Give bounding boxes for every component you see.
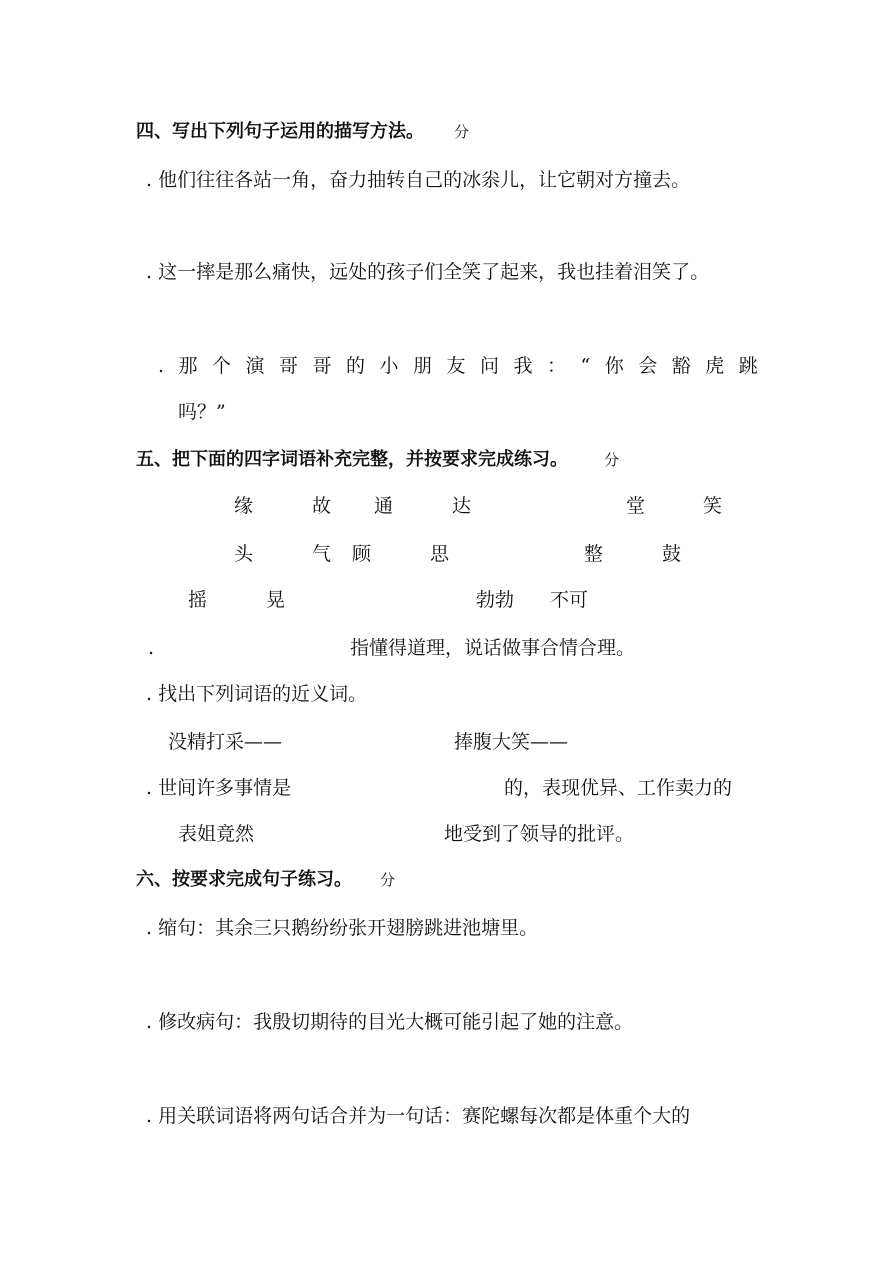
section6-item-3: . 用关联词语将两句话合并为一句话：赛陀螺每次都是体重个大的 bbox=[146, 1105, 691, 1127]
section5-q2: . 找出下列词语的近义词。 bbox=[146, 683, 368, 705]
item3-char: 哥 bbox=[279, 355, 299, 377]
item3-char: 的 bbox=[346, 355, 366, 377]
section6-score: 分 bbox=[380, 871, 396, 889]
section5-q3-b: 的，表现优异、工作卖力的 bbox=[504, 777, 733, 799]
section4-score: 分 bbox=[454, 123, 470, 141]
word-char: 摇 bbox=[188, 589, 208, 611]
item3-char: 豁 bbox=[671, 355, 691, 377]
word-char: 鼓 bbox=[662, 543, 682, 565]
word-char: 故 bbox=[312, 495, 332, 517]
word-char: 顾 bbox=[352, 543, 372, 565]
word-char: 思 bbox=[430, 543, 450, 565]
section4-item-2: . 这一摔是那么痛快，远处的孩子们全笑了起来，我也挂着泪笑了。 bbox=[146, 261, 710, 283]
section5-q2-b: 捧腹大笑—— bbox=[454, 731, 569, 753]
section4-item-3 bbox=[158, 354, 758, 378]
section5-score: 分 bbox=[604, 451, 620, 469]
word-char: 气 bbox=[312, 543, 332, 565]
word-char: 不可 bbox=[550, 589, 589, 611]
section5-q3-c: 表姐竟然 bbox=[178, 823, 255, 845]
item3-char: 哥 bbox=[312, 355, 332, 377]
item3-char: ： bbox=[547, 355, 567, 377]
section5-heading-text: 五、把下面的四字词语补充完整，并按要求完成练习。 bbox=[136, 449, 568, 470]
item3-char: 小 bbox=[379, 355, 399, 377]
section6-heading bbox=[136, 868, 395, 892]
section6-heading-text: 六、按要求完成句子练习。 bbox=[136, 869, 352, 890]
item3-char: 我 bbox=[513, 355, 533, 377]
section4-heading-text: 四、写出下列句子运用的描写方法。 bbox=[136, 121, 424, 142]
word-char: 勃勃 bbox=[476, 589, 515, 611]
section6-item-1: . 缩句：其余三只鹅纷纷张开翅膀跳进池塘里。 bbox=[146, 917, 539, 939]
section5-q3-d: 地受到了领导的批评。 bbox=[444, 823, 635, 845]
item3-char: 那 bbox=[178, 355, 198, 377]
item3-char: 问 bbox=[480, 355, 500, 377]
section4-item-3-cont: 吗？” bbox=[178, 401, 226, 423]
item3-char: 虎 bbox=[705, 355, 725, 377]
word-char: 头 bbox=[234, 543, 254, 565]
section6-item-2: . 修改病句：我殷切期待的目光大概可能引起了她的注意。 bbox=[146, 1011, 634, 1033]
section4-heading bbox=[136, 120, 469, 144]
item3-char: 你 bbox=[604, 355, 624, 377]
section5-q2-a: 没精打采—— bbox=[168, 731, 283, 753]
section5-q3-a: . 世间许多事情是 bbox=[146, 777, 292, 799]
section5-q1-text: 指懂得道理，说话做事合情合理。 bbox=[350, 637, 636, 659]
item3-char: . bbox=[158, 355, 165, 377]
word-char: 缘 bbox=[234, 495, 254, 517]
word-char: 堂 bbox=[626, 495, 646, 517]
item3-char: 演 bbox=[245, 355, 265, 377]
item3-char: 朋 bbox=[413, 355, 433, 377]
section5-heading bbox=[136, 448, 619, 472]
item3-char: “ bbox=[580, 355, 591, 377]
word-char: 笑 bbox=[703, 495, 723, 517]
word-char: 达 bbox=[452, 495, 472, 517]
item3-char: 会 bbox=[638, 355, 658, 377]
item3-char: 跳 bbox=[738, 355, 758, 377]
section5-q1-dot: . bbox=[148, 637, 155, 659]
word-char: 整 bbox=[584, 543, 604, 565]
section4-item-1: . 他们往往各站一角，奋力抽转自己的冰尜儿，让它朝对方撞去。 bbox=[146, 169, 691, 191]
word-char: 晃 bbox=[266, 589, 286, 611]
word-char: 通 bbox=[374, 495, 394, 517]
item3-char: 友 bbox=[446, 355, 466, 377]
item3-char: 个 bbox=[212, 355, 232, 377]
